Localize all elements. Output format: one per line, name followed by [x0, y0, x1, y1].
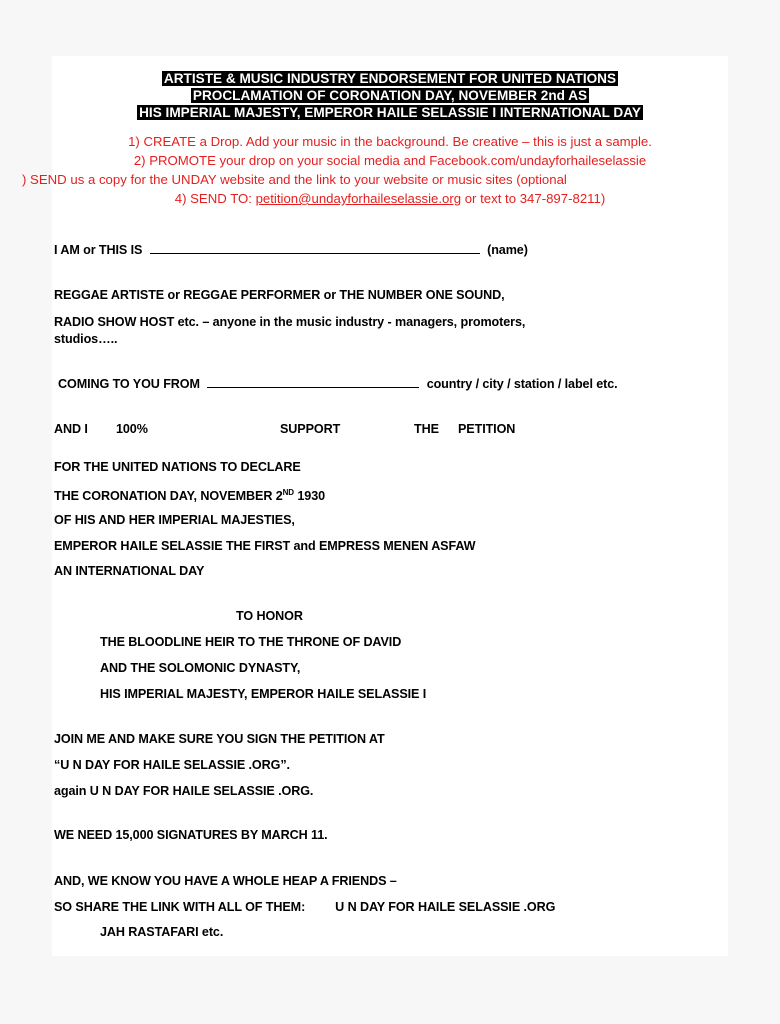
signatures-line: WE NEED 15,000 SIGNATURES BY MARCH 11.: [54, 828, 328, 842]
step-2: 2) PROMOTE your drop on your social media and Facebook.com/undayforhaileselassie: [133, 153, 647, 168]
reggae-line: REGGAE ARTISTE or REGGAE PERFORMER or THE NUMBER ONE SOUND,: [54, 288, 505, 302]
radio-line: RADIO SHOW HOST etc. – anyone in the music industry - managers, promoters,: [54, 315, 526, 329]
honor-line-2: AND THE SOLOMONIC DYNASTY,: [100, 661, 301, 675]
studios-line: studios…..: [54, 332, 118, 346]
step-1: 1) CREATE a Drop. Add your music in the background. Be creative – this is just a sample.: [128, 134, 652, 149]
body-line-3: OF HIS AND HER IMPERIAL MAJESTIES,: [54, 513, 295, 527]
support-text: SUPPORT: [280, 422, 341, 436]
header-line-1: ARTISTE & MUSIC INDUSTRY ENDORSEMENT FOR UNITED NATIONS: [163, 71, 617, 86]
coming-line: COMING TO YOU FROM country / city / station / label etc.: [58, 377, 618, 391]
header-line-2: PROCLAMATION OF CORONATION DAY, NOVEMBER 2nd AS: [192, 88, 588, 103]
join-line-3: again U N DAY FOR HAILE SELASSIE .ORG.: [54, 784, 314, 798]
percent-text: 100%: [116, 422, 148, 436]
join-line-2: “U N DAY FOR HAILE SELASSIE .ORG”.: [54, 758, 290, 772]
join-line-1: JOIN ME AND MAKE SURE YOU SIGN THE PETITION AT: [54, 732, 385, 746]
honor-line-3: HIS IMPERIAL MAJESTY, EMPEROR HAILE SELASSIE I: [100, 687, 427, 701]
email-link[interactable]: petition@undayforhaileselassie.org: [255, 191, 462, 206]
body-line-5: AN INTERNATIONAL DAY: [54, 564, 205, 578]
iam-line: I AM or THIS IS (name): [54, 243, 528, 257]
friends-line: AND, WE KNOW YOU HAVE A WHOLE HEAP A FRIENDS –: [54, 874, 397, 888]
name-blank[interactable]: [150, 243, 480, 254]
step-3: ) SEND us a copy for the UNDAY website and the link to your website or music sites (optional: [22, 172, 567, 187]
body-line-4: EMPEROR HAILE SELASSIE THE FIRST and EMPRESS MENEN ASFAW: [54, 539, 476, 553]
honor-line-1: THE BLOODLINE HEIR TO THE THRONE OF DAVID: [100, 635, 402, 649]
share-line: SO SHARE THE LINK WITH ALL OF THEM: U N DAY FOR HAILE SELASSIE .ORG: [54, 900, 556, 914]
the-text: THE: [414, 422, 439, 436]
body-line-1: FOR THE UNITED NATIONS TO DECLARE: [54, 460, 301, 474]
honor-heading: TO HONOR: [236, 609, 303, 623]
jah-line: JAH RASTAFARI etc.: [100, 925, 224, 939]
petition-text: PETITION: [458, 422, 516, 436]
body-line-2: THE CORONATION DAY, NOVEMBER 2ND 1930: [54, 488, 325, 503]
location-blank[interactable]: [207, 377, 419, 388]
step-4: 4) SEND TO: petition@undayforhaileselassie.org or text to 347-897-8211): [174, 191, 606, 206]
header-line-3: HIS IMPERIAL MAJESTY, EMPEROR HAILE SELASSIE I INTERNATIONAL DAY: [139, 105, 641, 120]
andi-text: AND I: [54, 422, 88, 436]
